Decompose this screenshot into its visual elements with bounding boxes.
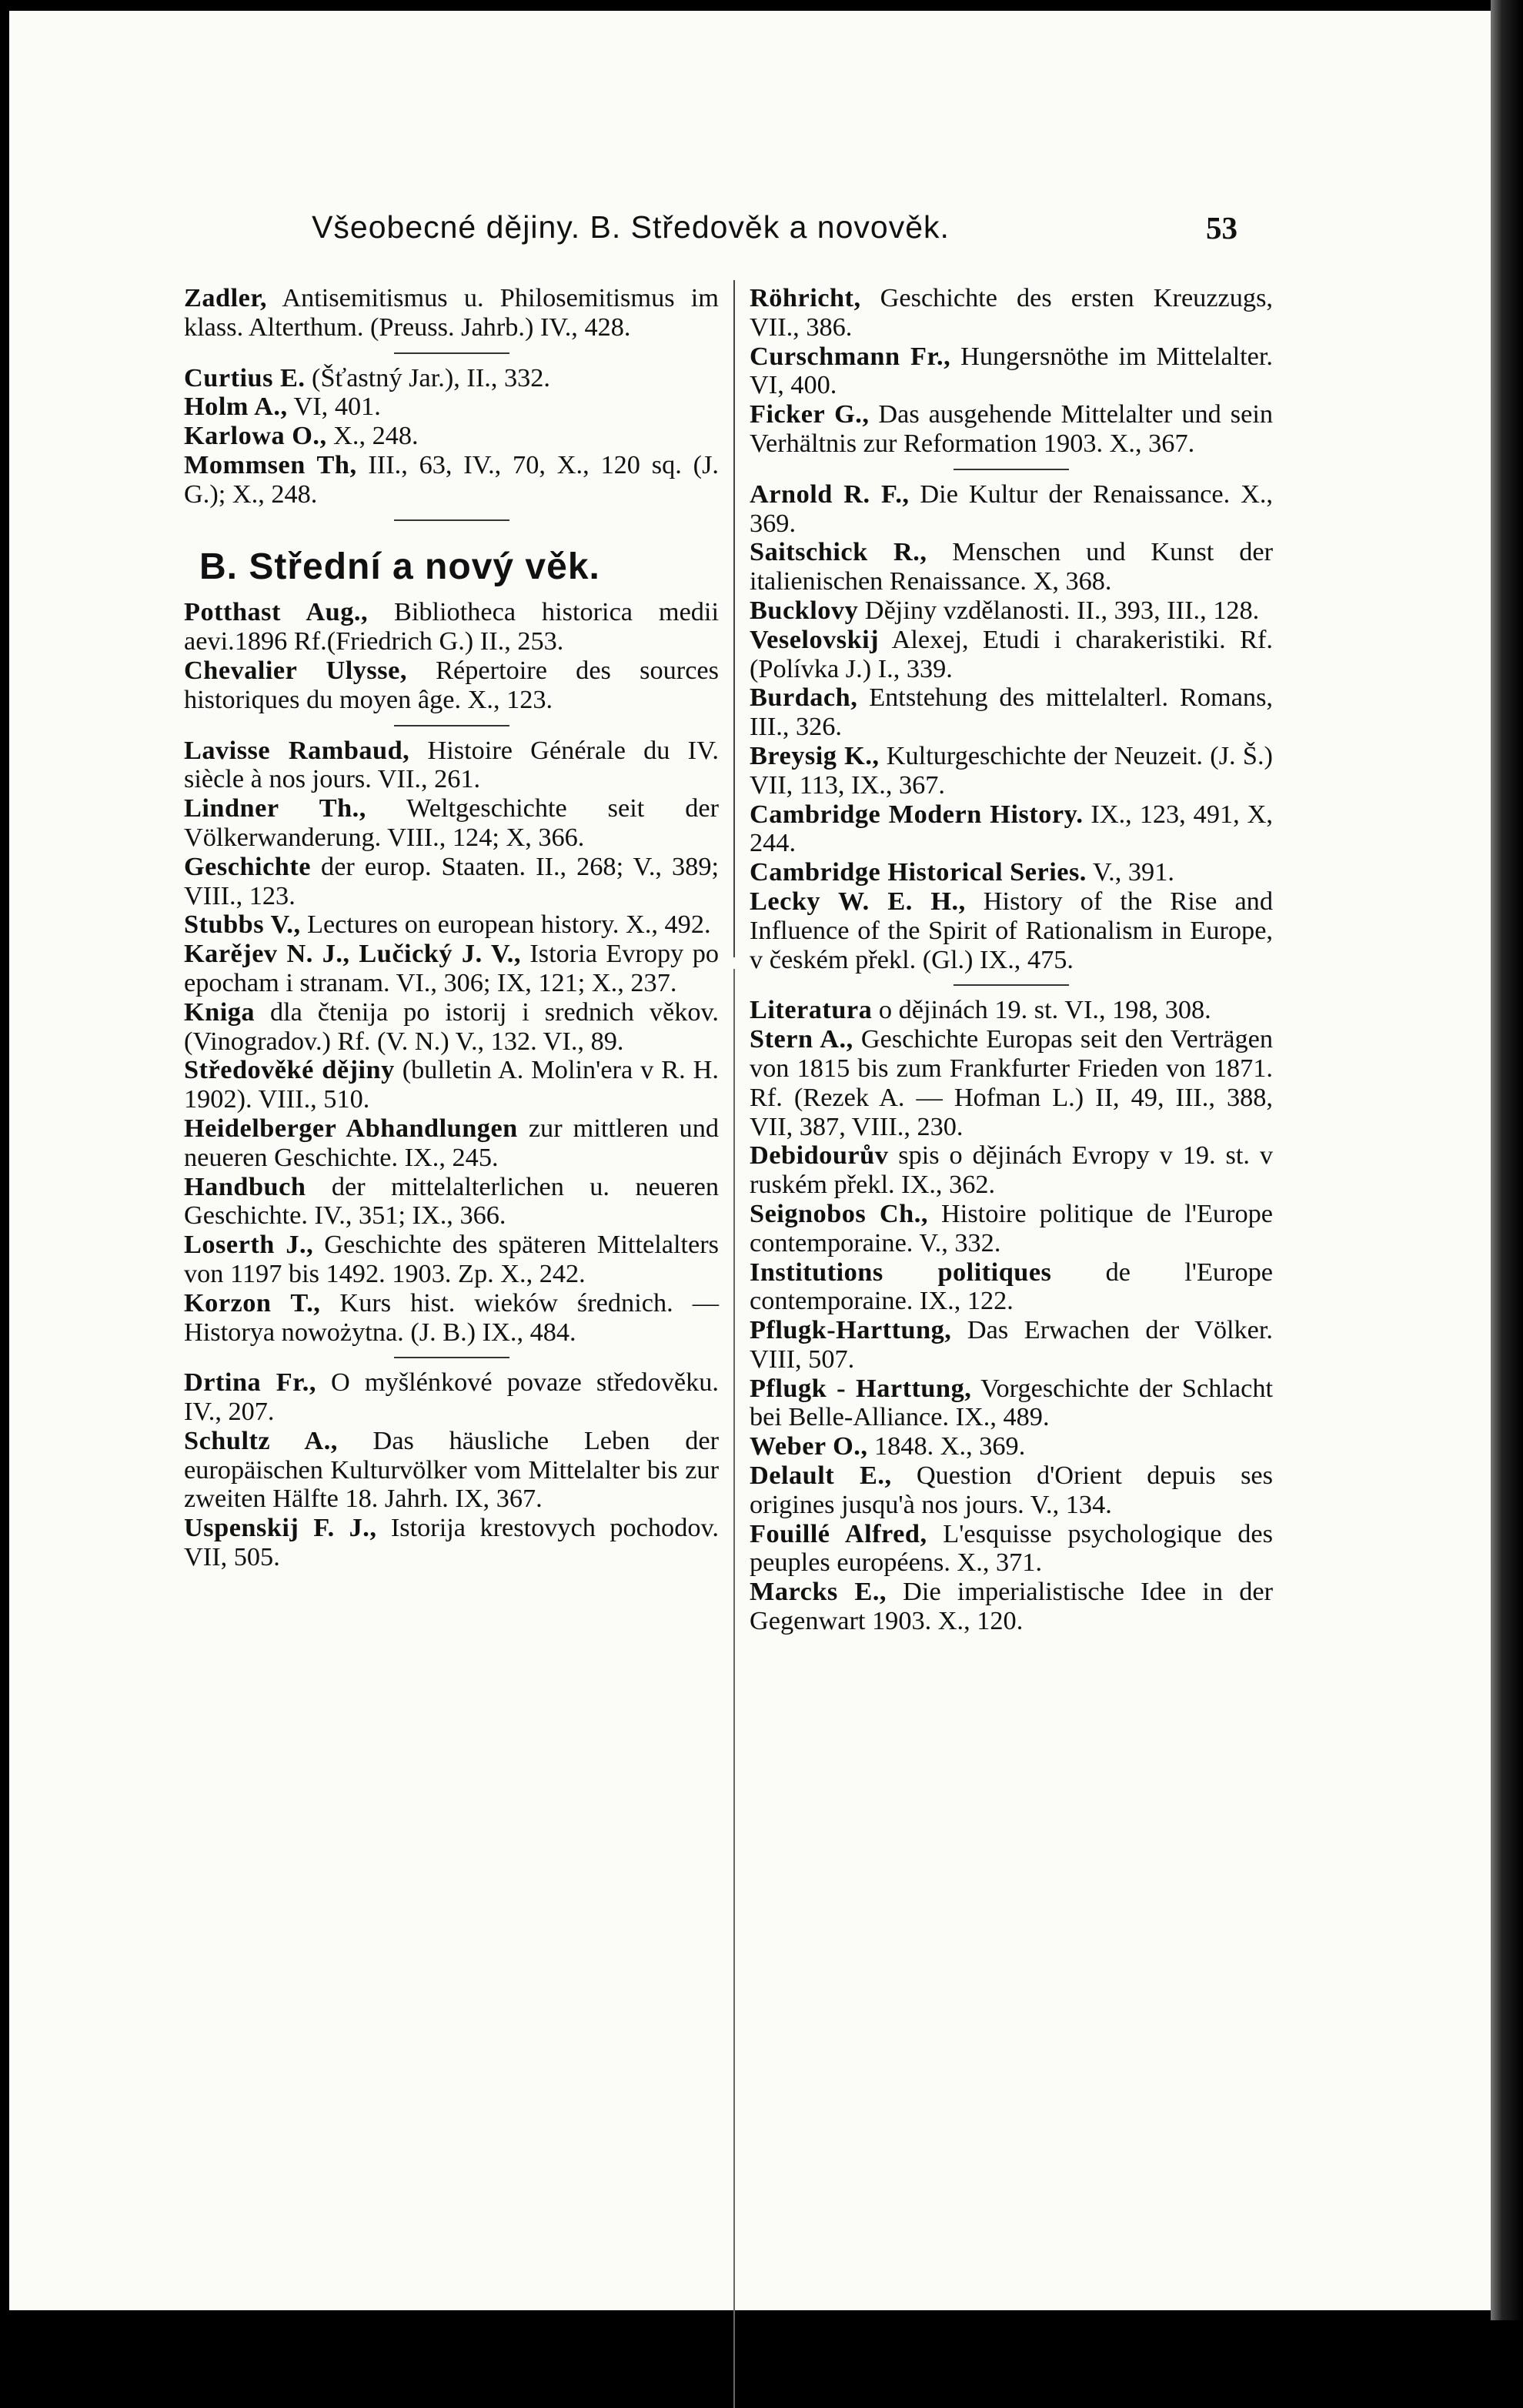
bibliography-entry (184, 1427, 719, 1514)
bibliography-entry (750, 742, 1273, 800)
bibliography-entry (184, 392, 719, 422)
entry-author: Karlowa O., (184, 421, 327, 451)
entry-author: Schultz A., (184, 1425, 338, 1455)
page-number: 53 (1206, 210, 1237, 245)
entry-author: Holm A., (184, 392, 288, 422)
entry-text: o dějinách 19. st. VI., 198, 308. (872, 995, 1211, 1025)
bibliography-entry (750, 858, 1273, 887)
bibliography-entry (184, 736, 719, 795)
entry-text: Kulturgeschichte der Neuzeit. (J. Š.) VII, 113, IX., 367. (750, 740, 1273, 800)
entry-text: Das Erwachen der Völker. VIII, 507. (750, 1315, 1273, 1374)
entry-author: Weber O., (750, 1431, 868, 1461)
entry-text: Vorgeschichte der Schlacht bei Belle-Alliance. IX., 489. (750, 1373, 1274, 1432)
separator-rule (184, 715, 719, 736)
entry-author: Drtina Fr., (184, 1368, 316, 1398)
bibliography-entry (184, 1368, 719, 1427)
book-page (9, 11, 1491, 2310)
bibliography-entry (184, 451, 719, 509)
entry-author: Cambridge Historical Series. (750, 857, 1087, 887)
bibliography-entry (750, 1520, 1273, 1578)
entry-author: Lindner Th., (184, 793, 366, 823)
entry-text: III., 63, IV., 70, X., 120 sq. (J. G.); X., 248. (184, 449, 719, 509)
entry-author: Veselovskij (750, 624, 880, 654)
bibliography-entry (750, 626, 1273, 684)
entry-text: (Šťastný Jar.), II., 332. (305, 362, 550, 392)
separator-rule (184, 342, 719, 364)
entry-text: Istoria Evropy po epocham i stranam. VI., 306; IX, 121; X., 237. (184, 939, 719, 997)
entry-group (750, 996, 1273, 1636)
running-title: Všeobecné dějiny. B. Středověk a novověk. (312, 209, 950, 245)
page-header (9, 209, 1491, 255)
entry-text: de l'Europe contemporaine. IX., 122. (750, 1257, 1273, 1316)
entry-author: Saitschick R., (750, 537, 927, 567)
entry-author: Literatura (750, 995, 873, 1025)
bibliography-entry (750, 1461, 1273, 1520)
entry-text: Weltgeschichte seit der Völkerwanderung. VIII., 124; X, 366. (184, 793, 719, 852)
bibliography-entry (750, 538, 1273, 596)
bibliography-entry (750, 596, 1273, 626)
bibliography-entry (184, 1289, 719, 1348)
section-heading: B. Střední a nový věk. (199, 546, 600, 587)
entry-author: Stern A., (750, 1024, 853, 1054)
bibliography-entry (750, 1258, 1273, 1317)
entry-text: Istorija krestovych pochodov. VII, 505. (184, 1513, 719, 1572)
bibliography-entry (750, 1141, 1273, 1200)
entry-text: L'esquisse psychologique des peuples européens. X., 371. (750, 1518, 1274, 1578)
entry-group (750, 284, 1273, 459)
entry-text: (bulletin A. Molin'era v R. H. 1902). VIII., 510. (184, 1055, 720, 1114)
entry-author: Stubbs V., (184, 910, 301, 940)
left-column (184, 284, 719, 1572)
entry-author: Potthast Aug., (184, 597, 369, 627)
entry-text: Geschichte Europas seit den Verträgen von 1815 bis zum Frankfurter Frieden von 1871. Rf. (Rezek A. — Hofman L.) II, 49, III., 388, VII, 387, VIII., 230. (750, 1024, 1273, 1141)
entry-text: Bibliotheca historica medii aevi.1896 Rf.(Friedrich G.) II., 253. (184, 597, 719, 656)
entry-author: Středověké dějiny (184, 1055, 395, 1085)
entry-text: Menschen und Kunst der italienischen Renaissance. X, 368. (750, 537, 1273, 596)
entry-text: Das ausgehende Mittelalter und sein Verhältnis zur Reformation 1903. X., 367. (750, 399, 1273, 458)
bibliography-entry (184, 598, 719, 656)
entry-author: Pflugk-Harttung, (750, 1315, 952, 1345)
bibliography-entry (184, 284, 719, 342)
separator-rule (750, 459, 1273, 480)
entry-text: History of the Rise and Influence of the Spirit of Rationalism in Europe, v českém překl. (Gl.) IX., 475. (750, 886, 1273, 974)
entry-author: Lavisse Rambaud, (184, 735, 410, 765)
entry-author: Korzon T., (184, 1287, 321, 1318)
bibliography-entry (750, 1200, 1273, 1258)
entry-text: Alexej, Etudi i charakeristiki. Rf. (Polívka J.) I., 339. (750, 624, 1273, 683)
entry-text: Geschichte des späteren Mittelalters von 1197 bis 1492. 1903. Zp. X., 242. (184, 1230, 719, 1288)
entry-text: V., 391. (1086, 857, 1174, 887)
right-column (750, 284, 1273, 1636)
bibliography-entry (750, 800, 1273, 859)
entry-text: Dějiny vzdělanosti. II., 393, III., 128. (858, 595, 1260, 625)
column-divider (733, 280, 735, 957)
entry-group (750, 480, 1273, 975)
bibliography-entry (184, 1056, 719, 1114)
entry-author: Heidelberger Abhandlungen (184, 1113, 518, 1143)
entry-text: Antisemitismus u. Philosemitismus im klass. Alterthum. (Preuss. Jahrb.) IV., 428. (184, 283, 719, 342)
entry-text: X., 248. (326, 421, 419, 451)
bibliography-entry (184, 364, 719, 393)
entry-text: Histoire politique de l'Europe contemporaine. V., 332. (750, 1198, 1273, 1257)
entry-author: Handbuch (184, 1171, 306, 1201)
entry-author: Bucklovy (750, 595, 859, 625)
entry-author: Arnold R. F., (750, 479, 910, 509)
bibliography-entry (184, 853, 719, 911)
bibliography-entry (750, 284, 1273, 342)
entry-text: der europ. Staaten. II., 268; V., 389; VIII., 123. (184, 851, 719, 910)
entry-author: Seignobos Ch., (750, 1198, 928, 1228)
entry-group (184, 736, 719, 1348)
bibliography-entry (750, 342, 1273, 401)
entry-text: Répertoire des sources historiques du moyen âge. X., 123. (184, 655, 719, 714)
entry-author: Ficker G., (750, 399, 870, 429)
bibliography-entry (184, 910, 719, 940)
entry-text: Histoire Générale du IV. siècle à nos jours. VII., 261. (184, 735, 720, 794)
separator-rule (184, 1347, 719, 1368)
entry-text: O myšlénkové povaze středověku. IV., 207. (184, 1368, 719, 1427)
entry-text: Die Kultur der Renaissance. X., 369. (750, 479, 1273, 538)
entry-author: Pflugk - Harttung, (750, 1373, 972, 1403)
entry-group (184, 364, 719, 509)
bibliography-entry (750, 1025, 1273, 1141)
entry-text: IX., 123, 491, X, 244. (750, 799, 1273, 858)
entry-text: Hungersnöthe im Mittelalter. VI, 400. (750, 341, 1273, 400)
bibliography-entry (184, 998, 719, 1057)
entry-author: Institutions politiques (750, 1257, 1052, 1287)
entry-group (184, 284, 719, 342)
entry-author: Cambridge Modern History. (750, 799, 1084, 829)
entry-text: Kurs hist. wieków średnich. — Historya nowożytna. (J. B.) IX., 484. (184, 1287, 719, 1347)
bibliography-entry (184, 1231, 719, 1289)
bibliography-entry (750, 400, 1273, 459)
bibliography-entry (750, 1432, 1273, 1461)
entry-author: Delault E., (750, 1461, 892, 1491)
entry-group (184, 598, 719, 714)
entry-author: Mommsen Th, (184, 449, 357, 479)
separator-rule (750, 974, 1273, 996)
entry-author: Röhricht, (750, 283, 861, 312)
entry-text: Das häusliche Leben der europäischen Kulturvölker vom Mittelalter bis zur zweiten Hälfte 18. Jahrh. IX, 367. (184, 1425, 720, 1514)
entry-text: Question d'Orient depuis ses origines jusqu'à nos jours. V., 134. (750, 1461, 1273, 1519)
entry-author: Uspenskij F. J., (184, 1513, 377, 1543)
entry-author: Curschmann Fr., (750, 341, 951, 371)
entry-author: Kniga (184, 997, 256, 1027)
entry-author: Debidourův (750, 1141, 889, 1171)
bibliography-entry (184, 1173, 719, 1231)
bibliography-entry (750, 887, 1273, 974)
bibliography-entry (750, 1578, 1273, 1636)
entry-text: zur mittleren und neueren Geschichte. IX., 245. (184, 1113, 719, 1172)
entry-text: 1848. X., 369. (867, 1431, 1026, 1461)
page-edge-shadow (1491, 0, 1523, 2320)
entry-author: Karějev N. J., Lučický J. V., (184, 939, 521, 969)
bibliography-entry (184, 794, 719, 853)
column-divider (733, 969, 735, 2408)
bibliography-entry (750, 1374, 1273, 1433)
bibliography-entry (184, 940, 719, 998)
entry-text: Lectures on european history. X., 492. (300, 910, 711, 940)
bibliography-entry (184, 656, 719, 715)
entry-author: Curtius E. (184, 362, 306, 392)
bibliography-entry (750, 1316, 1273, 1374)
bibliography-entry (750, 683, 1273, 742)
entry-author: Lecky W. E. H., (750, 886, 966, 916)
entry-text: Geschichte des ersten Kreuzzugs, VII., 386. (750, 283, 1273, 342)
entry-author: Geschichte (184, 851, 312, 881)
entry-text: der mittelalterlichen u. neueren Geschichte. IV., 351; IX., 366. (184, 1171, 719, 1231)
entry-text: Entstehung des mittelalterl. Romans, III., 326. (750, 683, 1273, 742)
entry-author: Breysig K., (750, 740, 880, 770)
bibliography-entry (750, 480, 1273, 539)
entry-text: VI, 401. (287, 392, 381, 422)
entry-author: Burdach, (750, 683, 858, 713)
entry-text: dla čtenija po istorij i srednich věkov. (Vinogradov.) Rf. (V. N.) V., 132. VI., 89. (184, 997, 719, 1056)
entry-author: Marcks E., (750, 1577, 887, 1607)
entry-author: Chevalier Ulysse, (184, 655, 407, 685)
bibliography-entry (750, 996, 1273, 1025)
separator-rule (184, 509, 719, 531)
entry-author: Loserth J., (184, 1230, 314, 1260)
bibliography-entry (184, 1514, 719, 1572)
entry-author: Fouillé Alfred, (750, 1518, 927, 1548)
entry-author: Zadler, (184, 283, 267, 312)
entry-text: Die imperialistische Idee in der Gegenwart 1903. X., 120. (750, 1577, 1273, 1636)
entry-group (184, 1368, 719, 1572)
entry-text: spis o dějinách Evropy v 19. st. v ruském překl. IX., 362. (750, 1141, 1273, 1200)
bibliography-entry (184, 422, 719, 451)
bibliography-entry (184, 1114, 719, 1173)
